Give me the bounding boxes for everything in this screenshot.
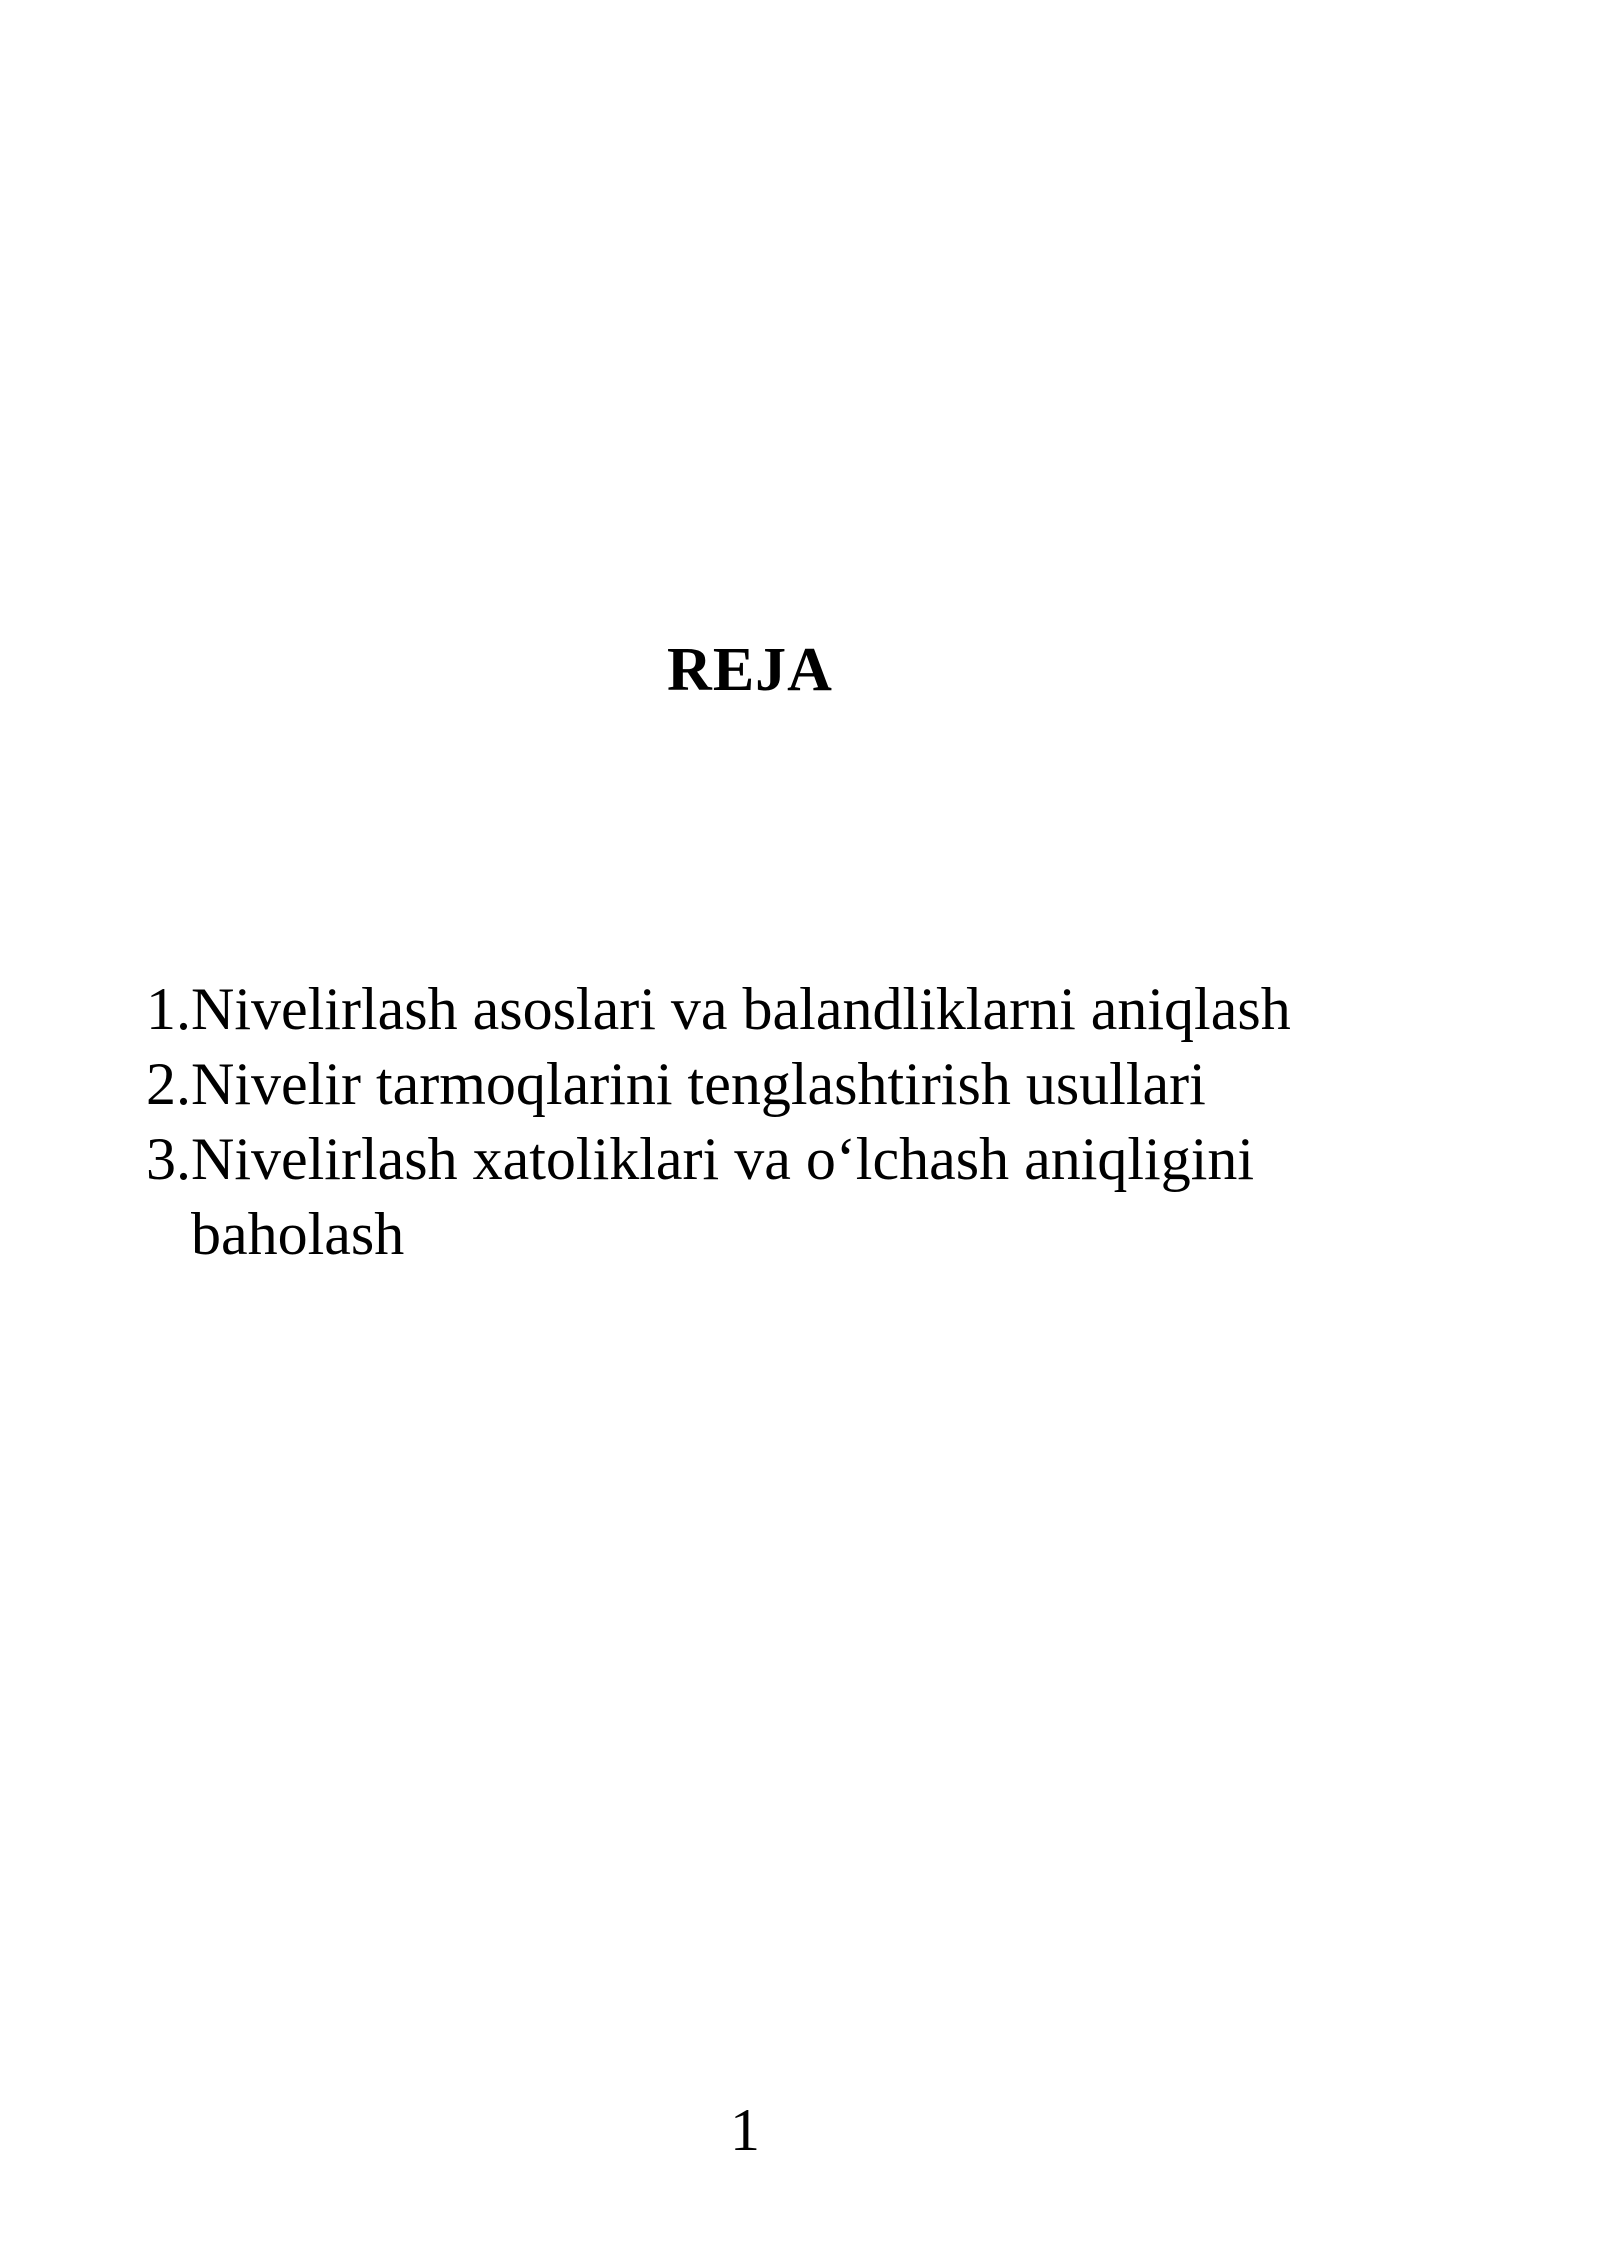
plan-item-number: 2. (146, 1051, 191, 1117)
plan-item-number: 1. (146, 976, 191, 1042)
plan-list (146, 972, 1446, 1272)
page-number: 1 (730, 2097, 760, 2163)
page-title: REJA (667, 636, 833, 704)
plan-item-text: Nivelir tarmoqlarini tenglashtirish usullari (191, 1051, 1206, 1117)
plan-item-1 (146, 972, 1446, 1047)
plan-item-number: 3. (146, 1126, 191, 1192)
plan-item-text: Nivelirlash asoslari va balandliklarni aniqlash (191, 976, 1291, 1042)
plan-item-2 (146, 1047, 1446, 1122)
plan-item-text: Nivelirlash xatoliklari va o‘lchash aniqligini baholash (191, 1126, 1255, 1267)
plan-item-3 (146, 1122, 1446, 1272)
